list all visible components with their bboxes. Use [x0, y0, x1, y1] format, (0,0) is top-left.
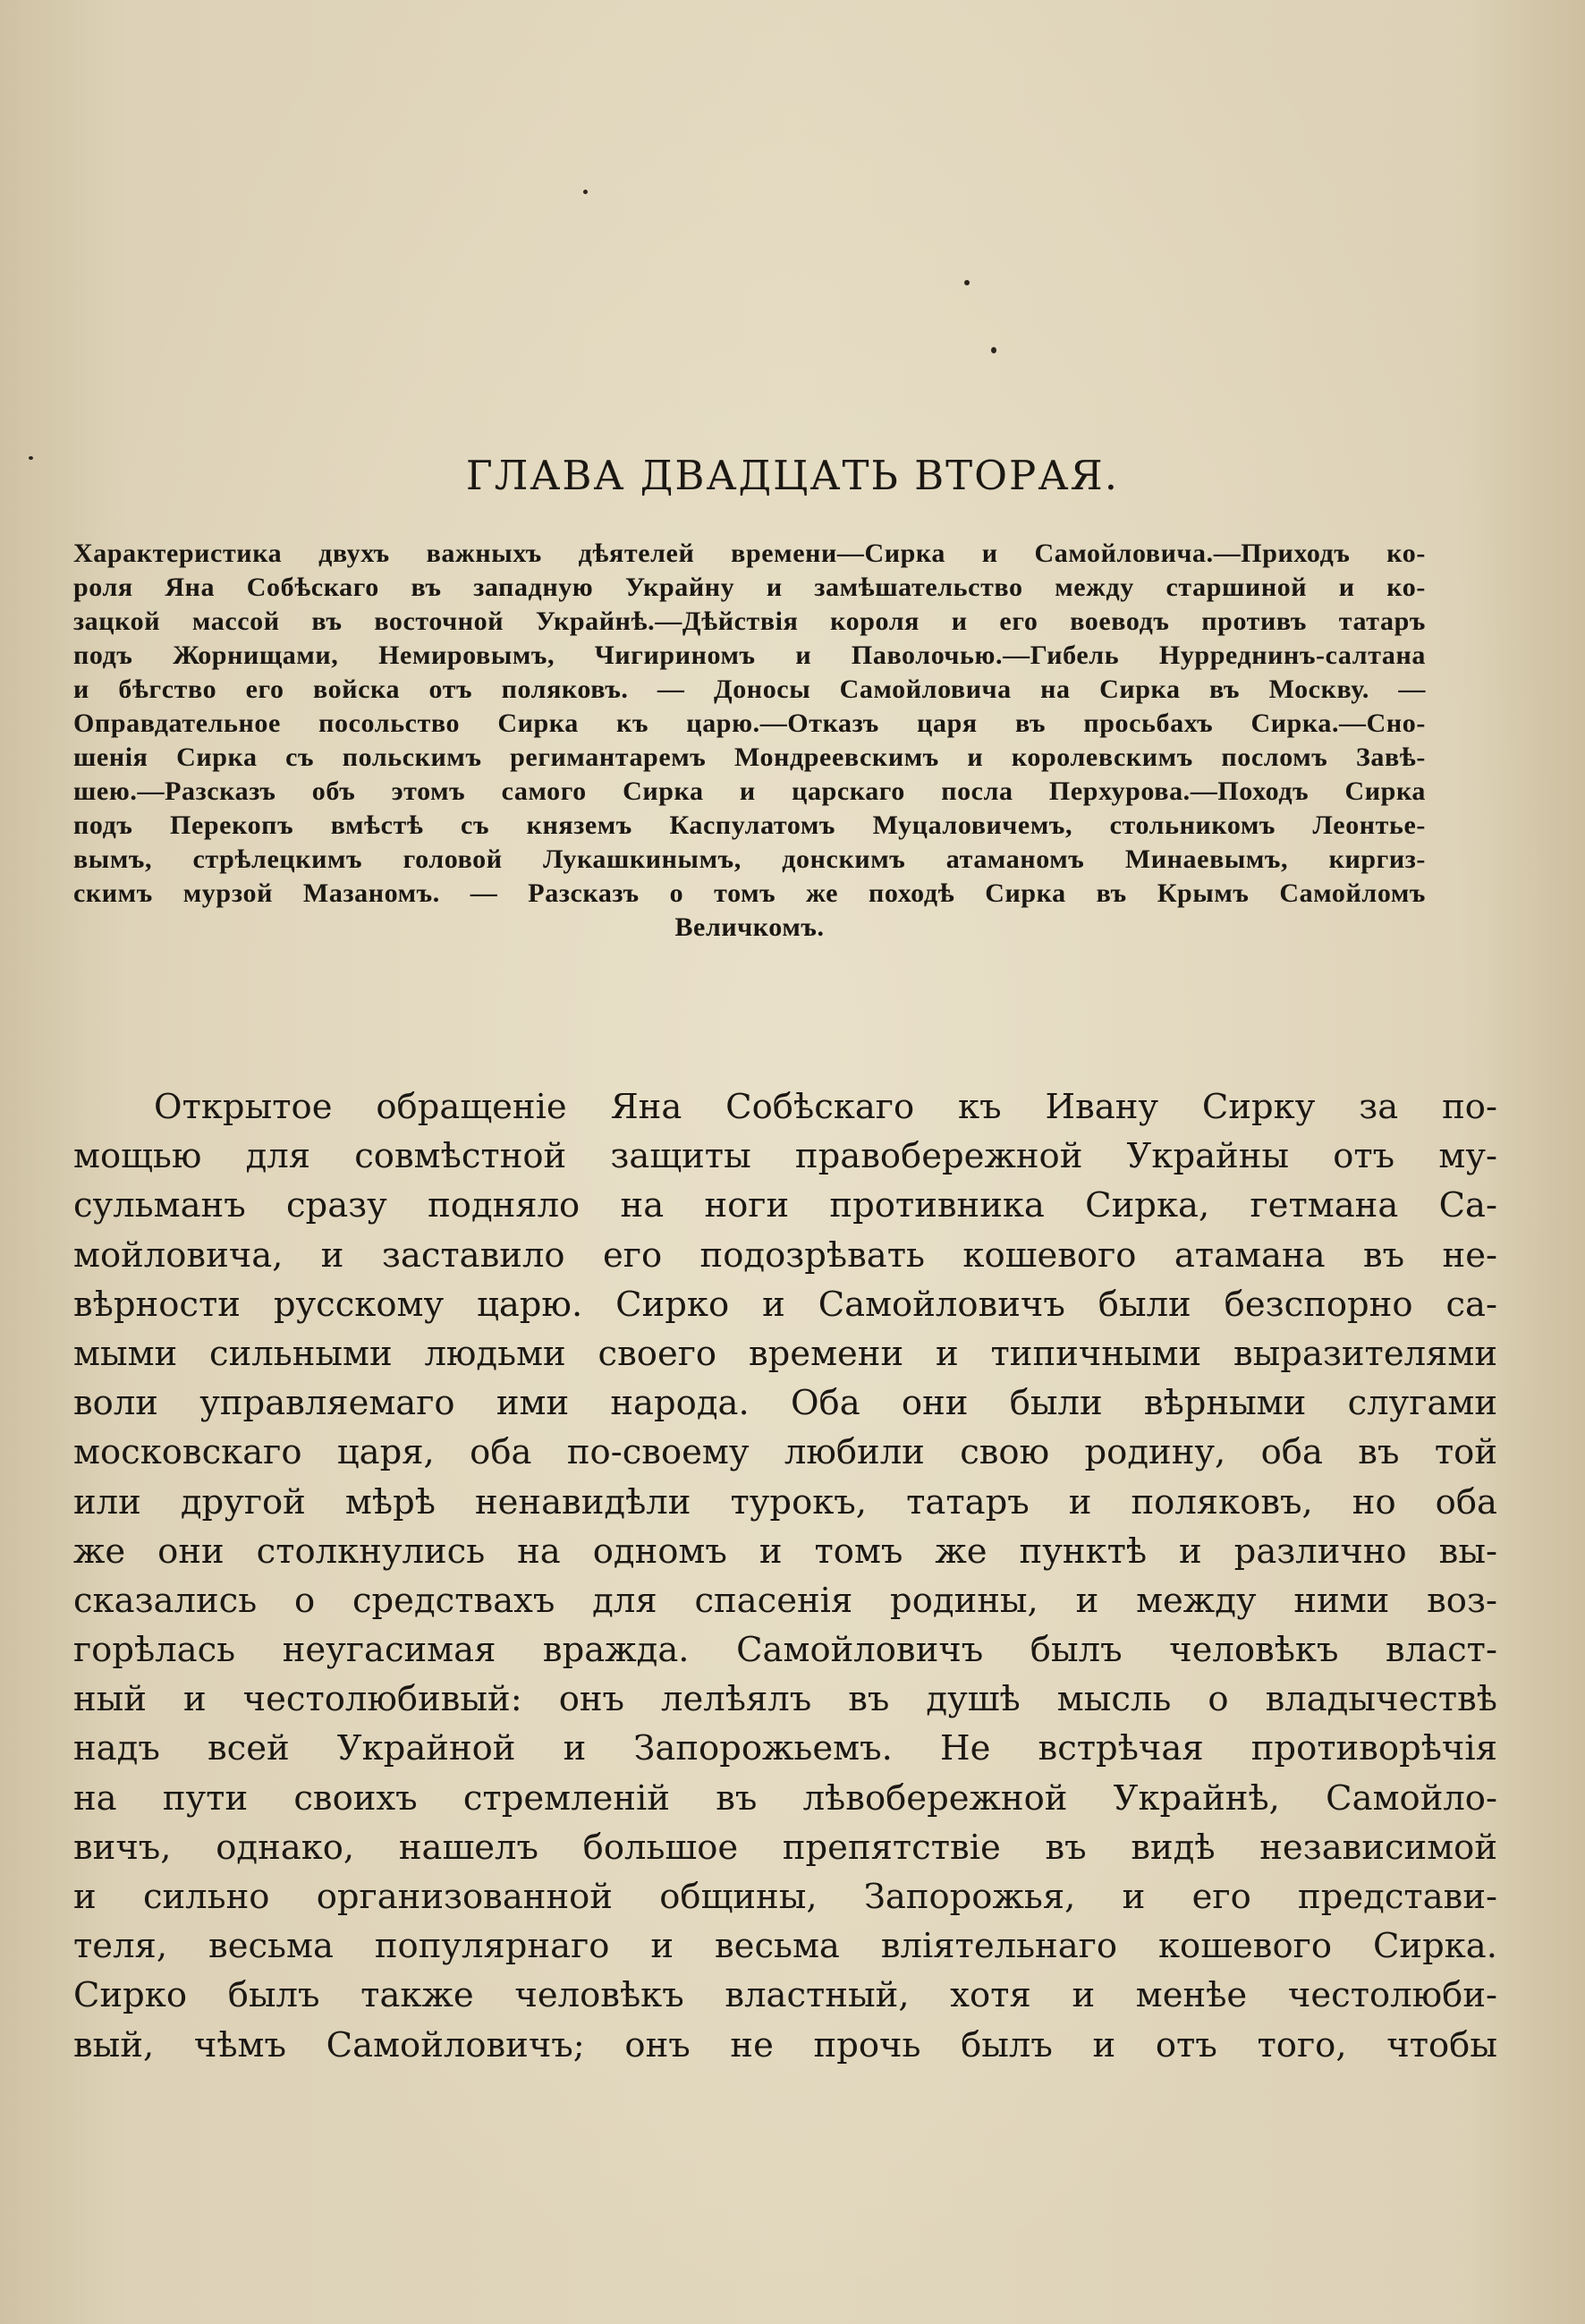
- body-line: мыми сильными людьми своего времени и типичными выразителями: [73, 1333, 1497, 1374]
- body-line: Сирко былъ также человѣкъ властный, хотя и менѣе честолюби-: [73, 1975, 1497, 2016]
- chapter-title: ГЛАВА ДВАДЦАТЬ ВТОРАЯ.: [465, 452, 1120, 499]
- body-line: или другой мѣрѣ ненавидѣли турокъ, татаръ и поляковъ, но оба: [73, 1481, 1497, 1522]
- body-line: вый, чѣмъ Самойловичъ; онъ не прочь былъ и отъ того, чтобы: [73, 2024, 1497, 2065]
- body-line: вѣрности русскому царю. Сирко и Самойловичъ были безспорно са-: [73, 1284, 1497, 1325]
- body-line: на пути своихъ стремленій въ лѣвобережной Украйнѣ, Самойло-: [73, 1777, 1497, 1819]
- summary-line: вымъ, стрѣлецкимъ головой Лукашкинымъ, донскимъ атаманомъ Минаевымъ, киргиз-: [73, 844, 1426, 874]
- body-line: теля, весьма популярнаго и весьма вліятельнаго кошевого Сирка.: [73, 1926, 1497, 1967]
- body-line: вичъ, однако, нашелъ большое препятствіе въ видѣ независимой: [73, 1827, 1497, 1868]
- summary-line: шенія Сирка съ польскимъ регимантаремъ Мондреевскимъ и королевскимъ посломъ Завѣ-: [73, 742, 1426, 772]
- body-line: сульманъ сразу подняло на ноги противника Сирка, гетмана Са-: [73, 1185, 1497, 1226]
- body-line: мойловича, и заставило его подозрѣвать кошевого атамана въ не-: [73, 1234, 1497, 1276]
- body-text: [73, 1082, 1497, 2070]
- ink-speck: [964, 280, 970, 285]
- summary-line: и бѣгство его войска отъ поляковъ. — Доносы Самойловича на Сирка въ Москву. —: [73, 674, 1426, 704]
- body-line: сказались о средствахъ для спасенія родины, и между ними воз-: [73, 1580, 1497, 1621]
- summary-line: Величкомъ.: [674, 912, 825, 942]
- body-line: ный и честолюбивый: онъ лелѣялъ въ душѣ мысль о владычествѣ: [73, 1679, 1497, 1720]
- summary-line: Оправдательное посольство Сирка къ царю.—Отказъ царя въ просьбахъ Сирка.—Сно-: [73, 708, 1426, 738]
- ink-speck: [991, 347, 996, 353]
- body-line: воли управляемаго ими народа. Оба они были вѣрными слугами: [73, 1383, 1497, 1424]
- chapter-summary: [73, 537, 1426, 945]
- summary-line: роля Яна Собѣскаго въ западную Украйну и замѣшательство между старшиной и ко-: [73, 573, 1426, 602]
- summary-line: подъ Перекопъ вмѣстѣ съ княземъ Каспулатомъ Муцаловичемъ, стольникомъ Леонтье-: [73, 810, 1426, 840]
- body-line: мощью для совмѣстной защиты правобережной Украйны отъ му-: [73, 1136, 1497, 1177]
- body-line: надъ всей Украйной и Запорожьемъ. Не встрѣчая противорѣчія: [73, 1728, 1497, 1769]
- summary-line: Характеристика двухъ важныхъ дѣятелей времени—Сирка и Самойловича.—Приходъ ко-: [73, 539, 1426, 568]
- ink-speck: [583, 190, 588, 194]
- summary-line: подъ Жорнищами, Немировымъ, Чигириномъ и Паволочью.—Гибель Нурреднинъ-салтана: [73, 640, 1426, 670]
- body-line: горѣлась неугасимая вражда. Самойловичъ былъ человѣкъ власт-: [73, 1630, 1497, 1671]
- body-line: московскаго царя, оба по-своему любили свою родину, оба въ той: [73, 1432, 1497, 1473]
- summary-line: шею.—Разсказъ объ этомъ самого Сирка и царскаго посла Перхурова.—Походъ Сирка: [73, 776, 1426, 806]
- body-line: и сильно организованной общины, Запорожья, и его представи-: [73, 1877, 1497, 1917]
- summary-line: скимъ мурзой Мазаномъ. — Разсказъ о томъ же походѣ Сирка въ Крымъ Самойломъ: [73, 878, 1426, 908]
- body-line: Открытое обращеніе Яна Собѣскаго къ Ивану Сирку за по-: [154, 1087, 1497, 1127]
- body-line: же они столкнулись на одномъ и томъ же пунктѣ и различно вы-: [73, 1531, 1497, 1572]
- summary-line: зацкой массой въ восточной Украйнѣ.—Дѣйствія короля и его воеводъ противъ татаръ: [73, 606, 1426, 636]
